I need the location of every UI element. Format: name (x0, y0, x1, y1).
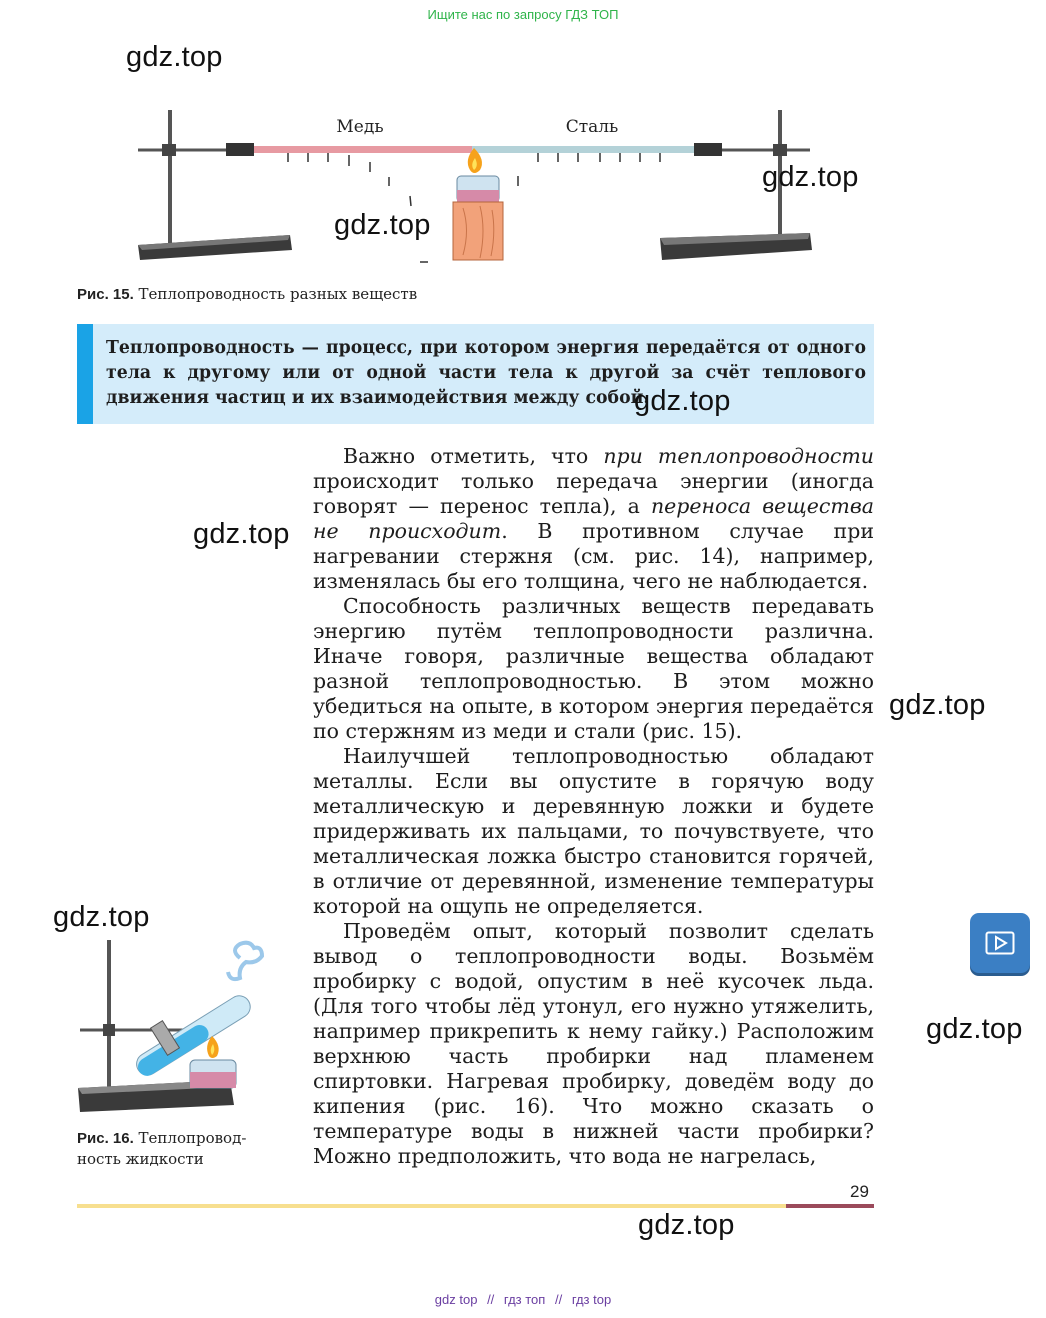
watermark: gdz.top (634, 385, 731, 417)
left-holder (226, 143, 254, 156)
footer-rule (77, 1204, 786, 1208)
left-stand-rod (168, 110, 172, 245)
separator: // (554, 1292, 563, 1307)
footer-rule-accent (786, 1204, 874, 1208)
paragraph-4: Проведём опыт, который позволит сделать вывод о теплопроводности воды. Возьмём пробирку с водой, опустим в неё кусочек льда. (Для того чтобы лёд утонул, его нужно утяжелить, например прикрепить к нему гайку.) Расположим верхнюю часть пробирки над пламенем спиртовки. Нагревая пробирку, доведём воду до кипения (рис. 16). Что можно сказать о температуре воды в нижней части пробирки? Можно предположить, что вода не нагрелась, (313, 919, 874, 1168)
bottom-links (0, 1292, 1046, 1307)
play-video-icon (985, 931, 1015, 955)
page-number: 29 (850, 1182, 869, 1201)
fig16-caption: Рис. 16. Теплопровод- ность жидкости (77, 1129, 247, 1168)
steam (228, 943, 262, 979)
definition-box (77, 324, 874, 424)
fig15-caption: Рис. 15. Теплопроводность разных веществ (77, 285, 418, 303)
watermark: gdz.top (53, 901, 150, 933)
label-steel: Сталь (565, 117, 619, 137)
watermark: gdz.top (193, 518, 290, 550)
watermark: gdz.top (638, 1209, 735, 1241)
paragraph-1: Важно отметить, что при теплопроводности происходит только передача энергии (иногда говорят — перенос тепла), а переноса вещества не происходит. В противном случае при нагревании стержня (см. рис. 14), например, изменялась бы его толщина, чего не наблюдается. (313, 444, 874, 593)
right-clamp (773, 144, 787, 156)
bottom-link[interactable]: гдз топ (503, 1292, 546, 1307)
watermark: gdz.top (889, 689, 986, 721)
watermark: gdz.top (762, 161, 859, 193)
definition-accent-bar (77, 324, 93, 424)
watermark: gdz.top (926, 1013, 1023, 1045)
figure-15 (130, 100, 850, 280)
watermark: gdz.top (334, 209, 431, 241)
copper-nails (288, 153, 428, 262)
copper-rod (254, 146, 472, 153)
paragraph-2: Способность различных веществ передавать энергию путём теплопроводности различна. Иначе говоря, различные вещества обладают разной теплопроводностью. В этом можно убедиться на опыте, в котором энергия передаётся по стержням из меди и стали (рис. 15). (313, 594, 874, 743)
paragraph-3: Наилучшей теплопроводностью обладают металлы. Если вы опустите в горячую воду металлическую и деревянную ложки и будете придерживать их пальцами, то почувствуете, что металлическая ложка быстро становится горячей, в отличие от деревянной, изменение температуры которой на ощупь не определяется. (313, 744, 874, 918)
top-banner[interactable]: Ищите нас по запросу ГДЗ ТОП (427, 7, 619, 22)
watermark: gdz.top (126, 41, 223, 73)
wooden-block (453, 202, 503, 260)
stand-rod (107, 940, 111, 1090)
steel-nails (518, 153, 660, 186)
video-button[interactable] (970, 913, 1030, 973)
left-clamp (162, 144, 176, 156)
right-holder (694, 143, 722, 156)
definition-text: Теплопроводность — процесс, при котором энергия передаётся от одного тела к другому или от одной части тела к другой за счёт теплового движения частиц и их взаимодействия между собой. (106, 338, 866, 408)
figure-16 (70, 940, 280, 1120)
label-copper: Медь (336, 117, 384, 137)
bottom-link[interactable]: gdz top (434, 1292, 478, 1307)
body-text (313, 444, 874, 1169)
steel-rod (472, 146, 694, 153)
bottom-link[interactable]: гдз top (571, 1292, 612, 1307)
separator: // (487, 1292, 495, 1307)
